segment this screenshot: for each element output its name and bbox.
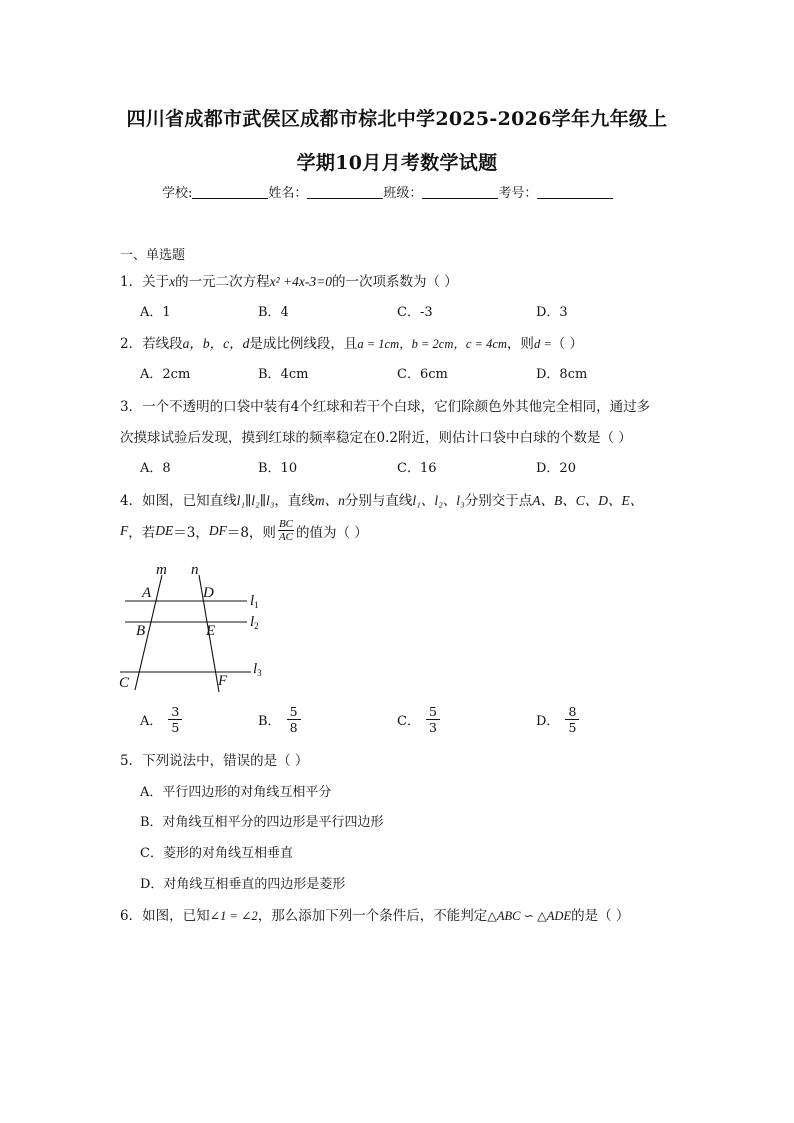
q4-option-d-num: 8	[565, 704, 579, 720]
number-label: 考号：	[498, 186, 538, 201]
q5-option-d: D．对角线互相垂直的四边形是菱形	[140, 877, 346, 892]
q6-angles: ∠1 = ∠2	[209, 909, 258, 923]
student-info-line	[162, 182, 613, 201]
question-2	[120, 332, 583, 352]
q2-text-a: 2．若线段	[120, 336, 183, 352]
label-point-f: F	[218, 673, 228, 689]
q1-text-b: 的一元二次方程	[175, 274, 270, 290]
number-blank[interactable]	[537, 185, 613, 199]
q2-option-c: C．6cm	[397, 367, 448, 382]
q1-equation: x² +4x-3=0	[269, 274, 332, 289]
q4-option-b-label: B．	[258, 714, 281, 729]
q3-option-d: D．20	[536, 461, 576, 476]
q2-d-eq: d =	[533, 337, 552, 351]
school-label: 学校:	[162, 186, 193, 201]
q4-df: DF	[208, 522, 227, 538]
section-heading: 一、单选题	[120, 248, 186, 263]
q4-option-a-num: 3	[168, 704, 182, 720]
q4-option-d-label: D．	[536, 714, 560, 729]
q4-eq2: ＝8，则	[226, 524, 276, 541]
q1-option-c: C．-3	[397, 305, 433, 320]
q4-option-d-den: 5	[568, 720, 577, 735]
q4-option-b-num: 5	[287, 704, 301, 720]
parallel-lines-figure	[110, 560, 270, 695]
q4-fraction-den: AC	[278, 531, 293, 543]
question-6	[120, 904, 629, 924]
label-l3: $l_3$	[253, 661, 262, 678]
label-point-d: D	[203, 585, 214, 601]
title-line-2: 学期10月月考数学试题	[296, 152, 498, 174]
q2-text-c: ，则	[506, 336, 534, 352]
question-5: 5．下列说法中，错误的是（ ）	[120, 753, 309, 769]
q2-option-b: B．4cm	[258, 367, 309, 382]
q1-text-a: 1．关于	[120, 274, 170, 290]
q4-option-c-label: C．	[397, 714, 420, 729]
label-point-a: A	[142, 585, 152, 601]
q6-text-c: 的是（ ）	[571, 908, 630, 924]
q4-option-c-num: 5	[426, 704, 440, 720]
q2-text-d: （ ）	[551, 336, 584, 352]
question-3-line-2: 次摸球试验后发现，摸到红球的频率稳定在0.2附近，则估计口袋中白球的个数是（ ）	[120, 430, 632, 446]
label-point-e: E	[206, 623, 216, 639]
q4-option-b-fraction	[287, 704, 301, 735]
q1-text-c: 的一次项系数为（ ）	[331, 274, 458, 290]
q4-fraction-num: BC	[278, 518, 293, 530]
q4-option-a-fraction	[168, 704, 182, 735]
q4-option-b	[258, 704, 301, 735]
q6-text-b: ，那么添加下列一个条件后，不能判定	[257, 908, 488, 924]
label-point-b: B	[136, 623, 146, 639]
q4-parallel: l₁∥l₂∥l₃	[236, 493, 275, 508]
question-3-line-1: 3．一个不透明的口袋中装有4个红球和若干个白球，它们除颜色外其他完全相同，通过多	[120, 399, 651, 415]
q4-lines: l₁、l₂、l₃	[412, 493, 465, 508]
question-4-line-1	[120, 489, 643, 509]
q4-option-a-label: A．	[140, 714, 163, 729]
class-label: 班级：	[383, 186, 423, 201]
q1-option-a: A．1	[140, 305, 171, 320]
q1-option-b: B．4	[258, 305, 289, 320]
label-n: n	[191, 562, 199, 578]
school-blank[interactable]	[192, 185, 268, 199]
q6-similar: △ABC ∽ △ADE	[487, 909, 572, 923]
label-point-c: C	[119, 675, 130, 691]
q4-point-f: F	[120, 522, 129, 538]
q6-text-a: 6．如图，已知	[120, 908, 210, 924]
q4-option-d	[536, 704, 579, 735]
q4-text-d: 分别交于点	[464, 493, 533, 509]
q2-vars: a，b，c，d	[182, 336, 250, 351]
q4-option-c-den: 3	[428, 720, 437, 735]
q2-text-b: 是成比例线段，且	[249, 336, 358, 352]
q3-option-c: C．16	[397, 461, 437, 476]
q1-option-d: D．3	[536, 305, 568, 320]
class-blank[interactable]	[422, 185, 498, 199]
q5-option-b: B．对角线互相平分的四边形是平行四边形	[140, 815, 384, 830]
q4-text-a: 4．如图，已知直线	[120, 493, 237, 509]
q5-option-a: A．平行四边形的对角线互相平分	[140, 785, 332, 800]
q4-option-c-fraction	[426, 704, 440, 735]
q2-condition: a = 1cm，b = 2cm，c = 4cm	[357, 337, 507, 351]
q2-option-d: D．8cm	[536, 367, 588, 382]
label-m: m	[156, 562, 167, 578]
q4-fraction	[278, 518, 294, 543]
q4-text-value: 的值为（ ）	[296, 524, 368, 541]
q4-points: A、B、C、D、E、	[532, 493, 644, 508]
q4-text-c: 分别与直线	[344, 493, 413, 509]
q3-option-a: A．8	[140, 461, 171, 476]
q3-option-b: B．10	[258, 461, 298, 476]
question-4-line-2	[120, 518, 368, 543]
q4-option-c	[397, 704, 440, 735]
q4-text-if: ，若	[128, 524, 156, 541]
question-1	[120, 270, 458, 290]
label-l1: $l_1$	[250, 593, 259, 610]
q4-eq1: ＝3，	[173, 524, 209, 541]
name-blank[interactable]	[307, 185, 383, 199]
q4-option-b-den: 8	[289, 720, 298, 735]
label-l2: $l_2$	[250, 614, 259, 631]
name-label: 姓名：	[268, 186, 308, 201]
q1-var-x: x	[169, 274, 176, 289]
q4-option-a	[140, 704, 182, 735]
q5-option-c: C．菱形的对角线互相垂直	[140, 846, 293, 861]
q4-option-a-den: 5	[171, 720, 180, 735]
q4-mn: m、n	[314, 493, 345, 508]
title-line-1: 四川省成都市武侯区成都市棕北中学2025-2026学年九年级上	[126, 108, 668, 130]
q4-option-d-fraction	[565, 704, 579, 735]
q2-option-a: A．2cm	[140, 367, 191, 382]
q4-text-b: ，直线	[274, 493, 315, 509]
q4-de: DE	[155, 522, 174, 538]
